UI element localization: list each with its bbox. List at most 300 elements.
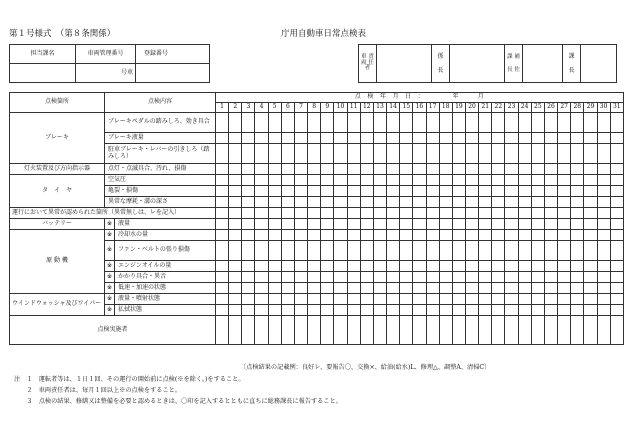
check-cell[interactable]	[400, 219, 413, 230]
check-cell[interactable]	[531, 144, 544, 164]
check-cell[interactable]	[558, 241, 571, 261]
check-cell[interactable]	[387, 164, 400, 175]
check-cell[interactable]	[505, 219, 518, 230]
reg-no-value[interactable]	[136, 64, 210, 83]
check-cell[interactable]	[360, 113, 373, 133]
check-cell[interactable]	[216, 186, 229, 197]
check-cell[interactable]	[281, 175, 294, 186]
check-cell[interactable]	[452, 186, 465, 197]
check-cell[interactable]	[544, 294, 557, 305]
check-cell[interactable]	[400, 294, 413, 305]
check-cell[interactable]	[518, 197, 531, 208]
check-cell[interactable]	[465, 113, 478, 133]
check-cell[interactable]	[255, 144, 268, 164]
kakari-stamp[interactable]	[450, 45, 505, 83]
check-cell[interactable]	[387, 305, 400, 316]
check-cell[interactable]	[452, 208, 465, 219]
check-cell[interactable]	[571, 261, 584, 272]
check-cell[interactable]	[255, 208, 268, 219]
check-cell[interactable]	[308, 230, 321, 241]
check-cell[interactable]	[268, 208, 281, 219]
check-cell[interactable]	[229, 197, 242, 208]
check-cell[interactable]	[610, 283, 623, 294]
check-cell[interactable]	[308, 305, 321, 316]
check-cell[interactable]	[465, 144, 478, 164]
check-cell[interactable]	[413, 241, 426, 261]
check-cell[interactable]	[216, 144, 229, 164]
check-cell[interactable]	[255, 261, 268, 272]
check-cell[interactable]	[308, 272, 321, 283]
check-cell[interactable]	[505, 133, 518, 144]
check-cell[interactable]	[571, 208, 584, 219]
check-cell[interactable]	[426, 175, 439, 186]
check-cell[interactable]	[610, 230, 623, 241]
check-cell[interactable]	[479, 230, 492, 241]
check-cell[interactable]	[465, 219, 478, 230]
check-cell[interactable]	[216, 208, 229, 219]
check-cell[interactable]	[426, 305, 439, 316]
check-cell[interactable]	[518, 133, 531, 144]
check-cell[interactable]	[360, 175, 373, 186]
check-cell[interactable]	[229, 294, 242, 305]
check-cell[interactable]	[584, 230, 597, 241]
check-cell[interactable]	[558, 316, 571, 345]
check-cell[interactable]	[426, 294, 439, 305]
check-cell[interactable]	[413, 164, 426, 175]
check-cell[interactable]	[558, 186, 571, 197]
check-cell[interactable]	[465, 175, 478, 186]
check-cell[interactable]	[558, 144, 571, 164]
check-cell[interactable]	[413, 316, 426, 345]
check-cell[interactable]	[610, 208, 623, 219]
check-cell[interactable]	[294, 294, 307, 305]
check-cell[interactable]	[558, 133, 571, 144]
check-cell[interactable]	[426, 144, 439, 164]
check-cell[interactable]	[347, 186, 360, 197]
check-cell[interactable]	[558, 219, 571, 230]
check-cell[interactable]	[610, 272, 623, 283]
check-cell[interactable]	[216, 241, 229, 261]
check-cell[interactable]	[242, 175, 255, 186]
check-cell[interactable]	[347, 283, 360, 294]
check-cell[interactable]	[597, 272, 610, 283]
check-cell[interactable]	[242, 241, 255, 261]
check-cell[interactable]	[492, 175, 505, 186]
check-cell[interactable]	[334, 316, 347, 345]
check-cell[interactable]	[465, 197, 478, 208]
check-cell[interactable]	[518, 208, 531, 219]
check-cell[interactable]	[544, 197, 557, 208]
check-cell[interactable]	[531, 133, 544, 144]
check-cell[interactable]	[426, 133, 439, 144]
check-cell[interactable]	[360, 230, 373, 241]
check-cell[interactable]	[373, 144, 386, 164]
check-cell[interactable]	[439, 144, 452, 164]
check-cell[interactable]	[347, 261, 360, 272]
check-cell[interactable]	[531, 272, 544, 283]
check-cell[interactable]	[544, 230, 557, 241]
check-cell[interactable]	[387, 144, 400, 164]
check-cell[interactable]	[492, 294, 505, 305]
check-cell[interactable]	[413, 113, 426, 133]
check-cell[interactable]	[426, 113, 439, 133]
check-cell[interactable]	[347, 241, 360, 261]
check-cell[interactable]	[321, 283, 334, 294]
check-cell[interactable]	[505, 261, 518, 272]
check-cell[interactable]	[544, 175, 557, 186]
check-cell[interactable]	[584, 316, 597, 345]
check-cell[interactable]	[610, 316, 623, 345]
check-cell[interactable]	[281, 113, 294, 133]
check-cell[interactable]	[216, 113, 229, 133]
check-cell[interactable]	[294, 144, 307, 164]
check-cell[interactable]	[373, 261, 386, 272]
check-cell[interactable]	[558, 164, 571, 175]
check-cell[interactable]	[439, 261, 452, 272]
check-cell[interactable]	[492, 113, 505, 133]
check-cell[interactable]	[531, 208, 544, 219]
check-cell[interactable]	[465, 208, 478, 219]
check-cell[interactable]	[597, 164, 610, 175]
check-cell[interactable]	[492, 305, 505, 316]
check-cell[interactable]	[426, 241, 439, 261]
check-cell[interactable]	[413, 208, 426, 219]
check-cell[interactable]	[544, 305, 557, 316]
check-cell[interactable]	[373, 294, 386, 305]
check-cell[interactable]	[255, 186, 268, 197]
check-cell[interactable]	[426, 197, 439, 208]
check-cell[interactable]	[452, 230, 465, 241]
check-cell[interactable]	[360, 294, 373, 305]
dept-value[interactable]	[10, 64, 76, 83]
check-cell[interactable]	[242, 133, 255, 144]
check-cell[interactable]	[360, 186, 373, 197]
check-cell[interactable]	[216, 283, 229, 294]
check-cell[interactable]	[597, 283, 610, 294]
check-cell[interactable]	[373, 305, 386, 316]
check-cell[interactable]	[334, 208, 347, 219]
check-cell[interactable]	[610, 197, 623, 208]
check-cell[interactable]	[584, 186, 597, 197]
check-cell[interactable]	[255, 305, 268, 316]
check-cell[interactable]	[400, 197, 413, 208]
check-cell[interactable]	[308, 144, 321, 164]
check-cell[interactable]	[492, 186, 505, 197]
check-cell[interactable]	[308, 283, 321, 294]
check-cell[interactable]	[268, 113, 281, 133]
check-cell[interactable]	[439, 283, 452, 294]
check-cell[interactable]	[531, 113, 544, 133]
check-cell[interactable]	[558, 272, 571, 283]
check-cell[interactable]	[518, 219, 531, 230]
check-cell[interactable]	[584, 208, 597, 219]
check-cell[interactable]	[229, 272, 242, 283]
check-cell[interactable]	[439, 230, 452, 241]
check-cell[interactable]	[268, 230, 281, 241]
check-cell[interactable]	[216, 261, 229, 272]
check-cell[interactable]	[558, 175, 571, 186]
check-cell[interactable]	[387, 175, 400, 186]
check-cell[interactable]	[334, 261, 347, 272]
check-cell[interactable]	[387, 316, 400, 345]
check-cell[interactable]	[571, 272, 584, 283]
check-cell[interactable]	[544, 144, 557, 164]
check-cell[interactable]	[281, 294, 294, 305]
check-cell[interactable]	[242, 219, 255, 230]
check-cell[interactable]	[360, 261, 373, 272]
check-cell[interactable]	[558, 305, 571, 316]
check-cell[interactable]	[439, 164, 452, 175]
check-cell[interactable]	[347, 294, 360, 305]
check-cell[interactable]	[479, 164, 492, 175]
check-cell[interactable]	[294, 186, 307, 197]
check-cell[interactable]	[452, 294, 465, 305]
check-cell[interactable]	[308, 241, 321, 261]
kacho-stamp[interactable]	[581, 45, 617, 83]
check-cell[interactable]	[373, 272, 386, 283]
check-cell[interactable]	[531, 283, 544, 294]
check-cell[interactable]	[413, 283, 426, 294]
check-cell[interactable]	[334, 197, 347, 208]
check-cell[interactable]	[531, 294, 544, 305]
check-cell[interactable]	[452, 113, 465, 133]
check-cell[interactable]	[439, 133, 452, 144]
check-cell[interactable]	[531, 316, 544, 345]
check-cell[interactable]	[544, 208, 557, 219]
check-cell[interactable]	[373, 219, 386, 230]
check-cell[interactable]	[400, 272, 413, 283]
check-cell[interactable]	[492, 133, 505, 144]
check-cell[interactable]	[242, 261, 255, 272]
check-cell[interactable]	[571, 113, 584, 133]
check-cell[interactable]	[334, 283, 347, 294]
check-cell[interactable]	[242, 164, 255, 175]
check-cell[interactable]	[597, 175, 610, 186]
check-cell[interactable]	[571, 197, 584, 208]
check-cell[interactable]	[413, 133, 426, 144]
check-cell[interactable]	[321, 272, 334, 283]
check-cell[interactable]	[347, 230, 360, 241]
check-cell[interactable]	[544, 283, 557, 294]
check-cell[interactable]	[505, 305, 518, 316]
check-cell[interactable]	[308, 133, 321, 144]
check-cell[interactable]	[571, 186, 584, 197]
check-cell[interactable]	[571, 144, 584, 164]
check-cell[interactable]	[268, 261, 281, 272]
check-cell[interactable]	[242, 283, 255, 294]
check-cell[interactable]	[281, 208, 294, 219]
check-cell[interactable]	[505, 175, 518, 186]
check-cell[interactable]	[413, 272, 426, 283]
check-cell[interactable]	[400, 144, 413, 164]
check-cell[interactable]	[334, 230, 347, 241]
check-cell[interactable]	[268, 133, 281, 144]
check-cell[interactable]	[518, 283, 531, 294]
check-cell[interactable]	[584, 241, 597, 261]
check-cell[interactable]	[281, 241, 294, 261]
check-cell[interactable]	[216, 294, 229, 305]
check-cell[interactable]	[216, 272, 229, 283]
check-cell[interactable]	[334, 241, 347, 261]
check-cell[interactable]	[439, 208, 452, 219]
check-cell[interactable]	[294, 197, 307, 208]
check-cell[interactable]	[505, 230, 518, 241]
check-cell[interactable]	[229, 164, 242, 175]
check-cell[interactable]	[597, 305, 610, 316]
check-cell[interactable]	[294, 219, 307, 230]
check-cell[interactable]	[229, 133, 242, 144]
check-cell[interactable]	[321, 261, 334, 272]
check-cell[interactable]	[439, 197, 452, 208]
check-cell[interactable]	[216, 197, 229, 208]
check-cell[interactable]	[216, 219, 229, 230]
check-cell[interactable]	[505, 241, 518, 261]
check-cell[interactable]	[242, 316, 255, 345]
check-cell[interactable]	[321, 305, 334, 316]
check-cell[interactable]	[229, 305, 242, 316]
check-cell[interactable]	[347, 219, 360, 230]
check-cell[interactable]	[321, 230, 334, 241]
check-cell[interactable]	[571, 283, 584, 294]
check-cell[interactable]	[400, 305, 413, 316]
check-cell[interactable]	[400, 208, 413, 219]
check-cell[interactable]	[334, 305, 347, 316]
check-cell[interactable]	[308, 208, 321, 219]
check-cell[interactable]	[229, 230, 242, 241]
check-cell[interactable]	[426, 272, 439, 283]
check-cell[interactable]	[584, 197, 597, 208]
check-cell[interactable]	[229, 219, 242, 230]
check-cell[interactable]	[505, 208, 518, 219]
check-cell[interactable]	[281, 164, 294, 175]
check-cell[interactable]	[518, 272, 531, 283]
check-cell[interactable]	[452, 261, 465, 272]
check-cell[interactable]	[439, 186, 452, 197]
check-cell[interactable]	[518, 261, 531, 272]
check-cell[interactable]	[518, 305, 531, 316]
check-cell[interactable]	[373, 241, 386, 261]
check-cell[interactable]	[400, 175, 413, 186]
check-cell[interactable]	[505, 197, 518, 208]
check-cell[interactable]	[229, 316, 242, 345]
check-cell[interactable]	[242, 294, 255, 305]
check-cell[interactable]	[584, 175, 597, 186]
check-cell[interactable]	[373, 197, 386, 208]
check-cell[interactable]	[242, 230, 255, 241]
check-cell[interactable]	[584, 305, 597, 316]
check-cell[interactable]	[452, 272, 465, 283]
check-cell[interactable]	[334, 219, 347, 230]
check-cell[interactable]	[465, 164, 478, 175]
check-cell[interactable]	[308, 261, 321, 272]
check-cell[interactable]	[255, 283, 268, 294]
check-cell[interactable]	[321, 294, 334, 305]
check-cell[interactable]	[294, 208, 307, 219]
check-cell[interactable]	[347, 316, 360, 345]
check-cell[interactable]	[268, 164, 281, 175]
check-cell[interactable]	[321, 219, 334, 230]
check-cell[interactable]	[544, 272, 557, 283]
check-cell[interactable]	[518, 294, 531, 305]
check-cell[interactable]	[426, 164, 439, 175]
check-cell[interactable]	[387, 230, 400, 241]
check-cell[interactable]	[610, 113, 623, 133]
check-cell[interactable]	[255, 219, 268, 230]
check-cell[interactable]	[334, 164, 347, 175]
check-cell[interactable]	[321, 241, 334, 261]
check-cell[interactable]	[439, 113, 452, 133]
check-cell[interactable]	[413, 294, 426, 305]
check-cell[interactable]	[229, 208, 242, 219]
check-cell[interactable]	[597, 186, 610, 197]
check-cell[interactable]	[334, 175, 347, 186]
check-cell[interactable]	[268, 294, 281, 305]
check-cell[interactable]	[268, 305, 281, 316]
check-cell[interactable]	[439, 219, 452, 230]
check-cell[interactable]	[452, 197, 465, 208]
check-cell[interactable]	[281, 230, 294, 241]
check-cell[interactable]	[531, 305, 544, 316]
check-cell[interactable]	[387, 113, 400, 133]
check-cell[interactable]	[229, 113, 242, 133]
check-cell[interactable]	[558, 283, 571, 294]
check-cell[interactable]	[439, 305, 452, 316]
check-cell[interactable]	[492, 197, 505, 208]
check-cell[interactable]	[452, 164, 465, 175]
check-cell[interactable]	[518, 113, 531, 133]
check-cell[interactable]	[610, 175, 623, 186]
check-cell[interactable]	[452, 241, 465, 261]
check-cell[interactable]	[400, 113, 413, 133]
check-cell[interactable]	[387, 272, 400, 283]
check-cell[interactable]	[426, 208, 439, 219]
check-cell[interactable]	[373, 283, 386, 294]
check-cell[interactable]	[544, 316, 557, 345]
check-cell[interactable]	[321, 164, 334, 175]
check-cell[interactable]	[610, 186, 623, 197]
check-cell[interactable]	[531, 230, 544, 241]
check-cell[interactable]	[294, 164, 307, 175]
check-cell[interactable]	[558, 113, 571, 133]
check-cell[interactable]	[479, 272, 492, 283]
check-cell[interactable]	[584, 144, 597, 164]
check-cell[interactable]	[216, 133, 229, 144]
check-cell[interactable]	[294, 175, 307, 186]
check-cell[interactable]	[571, 241, 584, 261]
check-cell[interactable]	[255, 230, 268, 241]
check-cell[interactable]	[544, 261, 557, 272]
check-cell[interactable]	[360, 305, 373, 316]
check-cell[interactable]	[505, 316, 518, 345]
check-cell[interactable]	[479, 186, 492, 197]
check-cell[interactable]	[558, 197, 571, 208]
check-cell[interactable]	[334, 113, 347, 133]
check-cell[interactable]	[610, 133, 623, 144]
check-cell[interactable]	[242, 208, 255, 219]
check-cell[interactable]	[518, 316, 531, 345]
check-cell[interactable]	[321, 175, 334, 186]
check-cell[interactable]	[505, 272, 518, 283]
check-cell[interactable]	[479, 208, 492, 219]
check-cell[interactable]	[281, 186, 294, 197]
check-cell[interactable]	[544, 133, 557, 144]
check-cell[interactable]	[308, 316, 321, 345]
check-cell[interactable]	[321, 208, 334, 219]
check-cell[interactable]	[531, 197, 544, 208]
check-cell[interactable]	[400, 283, 413, 294]
check-cell[interactable]	[308, 175, 321, 186]
check-cell[interactable]	[281, 133, 294, 144]
